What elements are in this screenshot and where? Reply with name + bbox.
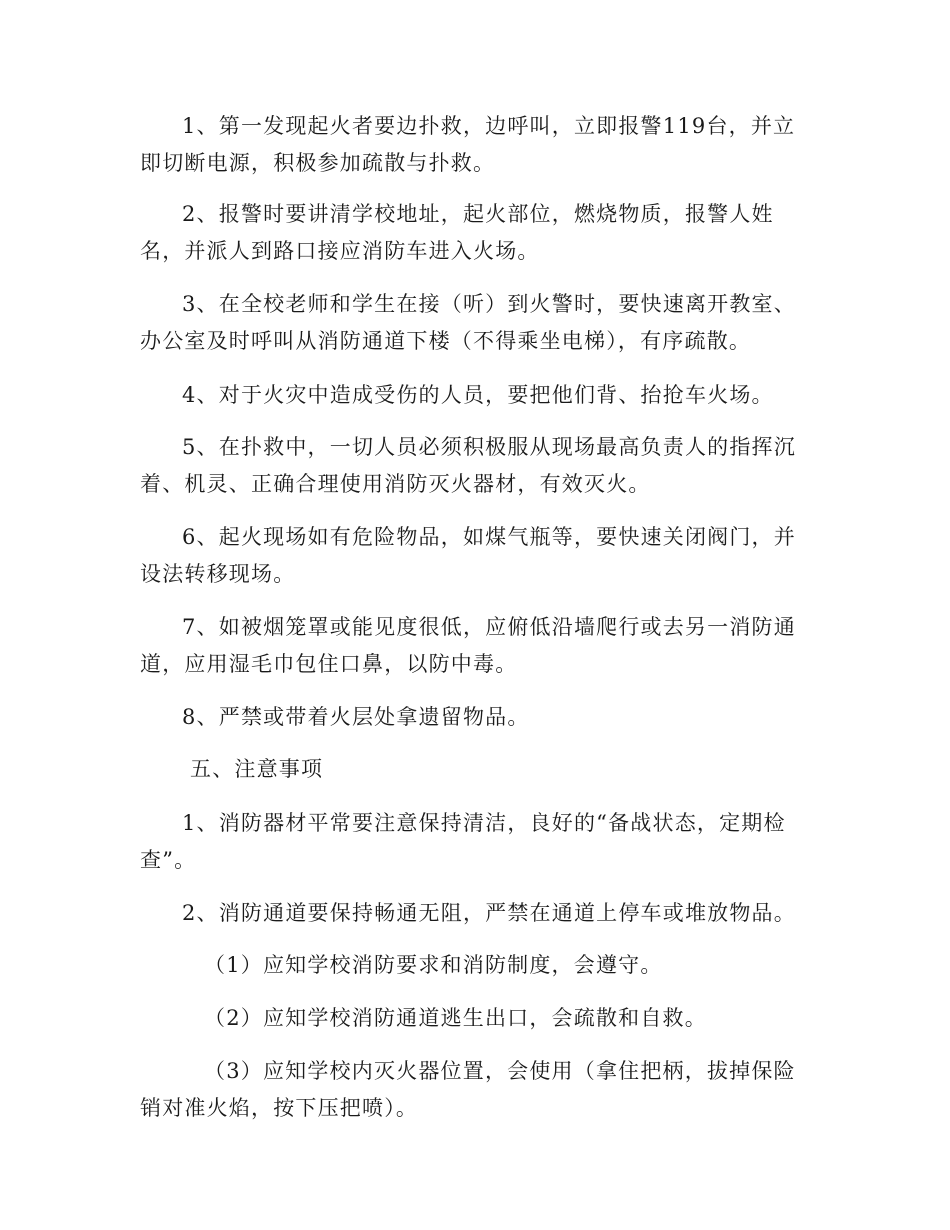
paragraph-item-4: 4、对于火灾中造成受伤的人员，要把他们背、抬抢车火场。: [182, 383, 774, 407]
paragraph-subitem-3: （3）应知学校内灭火器位置，会使用（拿住把柄，拔掉保险销对准火焰，按下压把喷）。: [140, 1059, 796, 1120]
paragraph-item-1: 1、第一发现起火者要边扑救，边呼叫，立即报警119台，并立即切断电源，积极参加疏散与扑救。: [140, 114, 796, 175]
paragraph-item-3: 3、在全校老师和学生在接（听）到火警时，要快速离开教室、办公室及时呼叫从消防通道下楼（不得乘坐电梯），有序疏散。: [140, 292, 796, 353]
paragraph-note-2: 2、消防通道要保持畅通无阻，严禁在通道上停车或堆放物品。: [182, 901, 796, 925]
paragraph-item-7: 7、如被烟笼罩或能见度很低，应俯低沿墙爬行或去另一消防通道，应用湿毛巾包住口鼻，以防中毒。: [140, 615, 796, 676]
paragraph-subitem-2: （2）应知学校消防通道逃生出口，会疏散和自救。: [204, 1006, 707, 1030]
paragraph-item-6: 6、起火现场如有危险物品，如煤气瓶等，要快速关闭阀门，并设法转移现场。: [140, 525, 796, 586]
paragraph-note-1: 1、消防器材平常要注意保持清洁，良好的“备战状态，定期检查”。: [140, 811, 786, 872]
section-heading: 五、注意事项: [190, 757, 324, 781]
paragraph-item-8: 8、严禁或带着火层处拿遗留物品。: [182, 705, 530, 729]
paragraph-item-5: 5、在扑救中，一切人员必须积极服从现场最高负责人的指挥沉着、机灵、正确合理使用消防灭火器材，有效灭火。: [140, 435, 796, 496]
paragraph-subitem-1: （1）应知学校消防要求和消防制度，会遵守。: [204, 953, 663, 977]
paragraph-item-2: 2、报警时要讲清学校地址，起火部位，燃烧物质，报警人姓名，并派人到路口接应消防车进入火场。: [140, 202, 774, 263]
